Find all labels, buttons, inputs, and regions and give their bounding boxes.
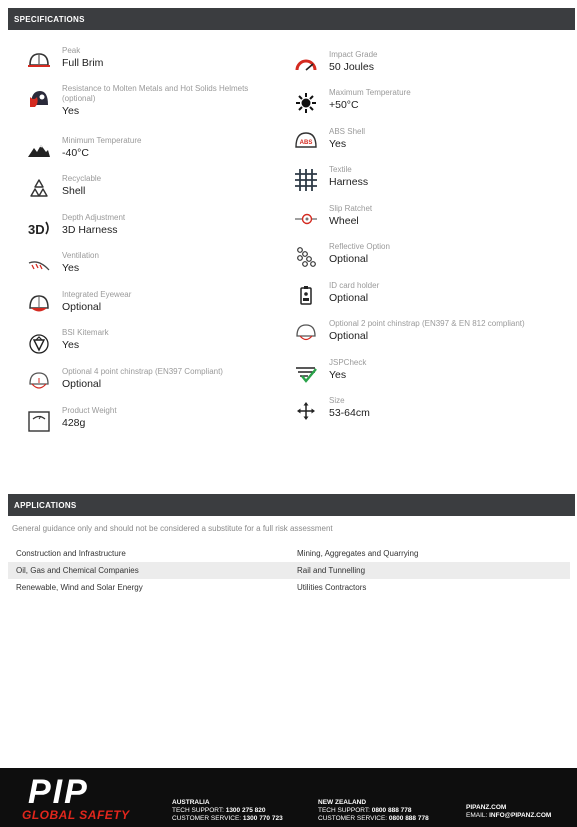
spec-item-id-card-holder (293, 281, 379, 309)
spec-label: BSI Kitemark (62, 328, 109, 337)
email-line (466, 812, 551, 820)
customer-service-number[interactable]: 0800 888 778 (388, 815, 429, 822)
contact-australia (172, 799, 283, 823)
spec-value: Wheel (329, 215, 359, 227)
region-name: AUSTRALIA (172, 799, 210, 806)
slip-ratchet-icon (293, 206, 319, 232)
spec-value: Yes (329, 369, 347, 381)
abs-shell-icon (293, 129, 319, 155)
spec-item-textile (293, 165, 368, 193)
table-row (8, 545, 570, 562)
spec-label: JSPCheck (329, 358, 367, 367)
scale-icon (26, 408, 52, 434)
tech-support-number[interactable]: 1300 275 820 (225, 807, 266, 814)
spec-item-recyclable (26, 174, 101, 202)
kitemark-icon (26, 330, 52, 356)
spec-label: Recyclable (62, 174, 102, 183)
applications-header (8, 494, 575, 516)
spec-value: Full Brim (62, 57, 104, 69)
applications-title: APPLICATIONS (14, 501, 77, 510)
tech-support-line (172, 807, 283, 815)
customer-service-line (318, 815, 429, 823)
spec-value: Yes (62, 339, 80, 351)
spec-label: Product Weight (62, 406, 117, 415)
email-label: EMAIL: (466, 812, 488, 819)
table-cell: Utilities Contractors (297, 583, 367, 592)
customer-service-number[interactable]: 1300 770 723 (242, 815, 283, 822)
spec-item-molten-metals (26, 84, 266, 118)
customer-service-label: CUSTOMER SERVICE: (318, 815, 388, 822)
spec-label: Maximum Temperature (329, 88, 411, 97)
spec-item-depth-adjustment (26, 213, 125, 241)
spec-label: Peak (62, 46, 81, 55)
spec-label: Size (329, 396, 345, 405)
abs-shell-icon-text: ABS (299, 140, 313, 146)
spec-value: Optional (329, 292, 369, 304)
spec-label: Optional 4 point chinstrap (EN397 Compliant) (62, 367, 223, 376)
spec-label: Reflective Option (329, 242, 390, 251)
table-cell: Mining, Aggregates and Quarrying (297, 549, 419, 558)
contact-new-zealand (318, 799, 429, 823)
spec-item-impact-grade (293, 50, 377, 78)
tech-support-label: TECH SUPPORT: (318, 807, 370, 814)
customer-service-label: CUSTOMER SERVICE: (172, 815, 242, 822)
contact-web (466, 804, 551, 820)
email-link[interactable]: INFO@PIPANZ.COM (489, 812, 552, 819)
table-cell: Construction and Infrastructure (16, 549, 126, 558)
spec-value: Harness (329, 176, 369, 188)
table-cell: Oil, Gas and Chemical Companies (16, 566, 139, 575)
spec-value: Yes (329, 138, 347, 150)
spec-label: Slip Ratchet (329, 204, 373, 213)
textile-grid-icon (293, 167, 319, 193)
spec-item-jspcheck (293, 358, 366, 386)
spec-value: -40°C (62, 147, 89, 159)
spec-item-slip-ratchet (293, 204, 372, 232)
tech-support-label: TECH SUPPORT: (172, 807, 224, 814)
region-name: NEW ZEALAND (318, 799, 367, 806)
spec-value: +50°C (329, 99, 359, 111)
specifications-title: SPECIFICATIONS (14, 15, 85, 24)
spec-item-product-weight (26, 406, 117, 434)
spec-item-peak (26, 46, 103, 74)
mountains-icon (26, 138, 52, 164)
customer-service-line (172, 815, 283, 823)
spec-value: Yes (62, 262, 80, 274)
spec-value: 428g (62, 417, 86, 429)
spec-value: Optional (329, 253, 369, 265)
spec-value: 53-64cm (329, 407, 370, 419)
spec-item-integrated-eyewear (26, 290, 131, 318)
spec-label: Resistance to Molten Metals and Hot Solids Helmets (optional) (62, 84, 249, 103)
table-row (8, 579, 570, 596)
spec-value: 3D Harness (62, 224, 118, 236)
spec-label: Optional 2 point chinstrap (EN397 & EN 812 compliant) (329, 319, 525, 328)
spec-label: Textile (329, 165, 352, 174)
spec-item-minimum-temperature (26, 136, 141, 164)
applications-table (8, 545, 570, 596)
specifications-header (8, 8, 575, 30)
spec-value: Optional (62, 378, 102, 390)
jspcheck-icon (293, 360, 319, 386)
spec-value: Optional (62, 301, 102, 313)
id-card-icon (293, 283, 319, 309)
spec-item-chinstrap-2pt (293, 319, 563, 347)
peak-helmet-icon (26, 48, 52, 74)
tech-support-line (318, 807, 429, 815)
recycle-icon (26, 176, 52, 202)
chinstrap-4pt-icon (26, 369, 52, 395)
spec-label: Minimum Temperature (62, 136, 142, 145)
spec-value: Shell (62, 185, 86, 197)
logo-main-text: PIP (28, 773, 89, 811)
svg-text:3D: 3D (28, 222, 45, 237)
pip-logo (22, 773, 152, 822)
spec-label: ABS Shell (329, 127, 366, 136)
spec-label: Integrated Eyewear (62, 290, 132, 299)
spec-item-size (293, 396, 370, 424)
sun-heat-icon (293, 90, 319, 116)
ventilation-icon (26, 253, 52, 279)
3d-adjustment-icon (26, 215, 52, 241)
spec-item-chinstrap-4pt (26, 367, 276, 395)
table-row (8, 562, 570, 579)
spec-value: Yes (62, 105, 80, 117)
spec-item-reflective-option (293, 242, 390, 270)
table-cell: Renewable, Wind and Solar Energy (16, 583, 143, 592)
spec-value: 50 Joules (329, 61, 374, 73)
spec-item-abs-shell (293, 127, 365, 155)
spec-label: Impact Grade (329, 50, 378, 59)
spec-label: Ventilation (62, 251, 99, 260)
chinstrap-2pt-icon (293, 321, 319, 347)
table-cell: Rail and Tunnelling (297, 566, 366, 575)
impact-gauge-icon (293, 52, 319, 78)
eyewear-helmet-icon (26, 292, 52, 318)
molten-metal-icon (26, 86, 52, 112)
spec-item-bsi-kitemark (26, 328, 109, 356)
logo-sub-text: GLOBAL SAFETY (22, 808, 130, 822)
website-link[interactable]: PIPANZ.COM (466, 804, 507, 811)
spec-label: ID card holder (329, 281, 380, 290)
spec-item-ventilation (26, 251, 99, 279)
reflective-icon (293, 244, 319, 270)
size-arrows-icon (293, 398, 319, 424)
applications-note: General guidance only and should not be considered a substitute for a full risk assessment (12, 524, 333, 533)
spec-item-maximum-temperature (293, 88, 411, 116)
spec-value: Optional (329, 330, 369, 342)
spec-label: Depth Adjustment (62, 213, 126, 222)
tech-support-number[interactable]: 0800 888 778 (371, 807, 412, 814)
